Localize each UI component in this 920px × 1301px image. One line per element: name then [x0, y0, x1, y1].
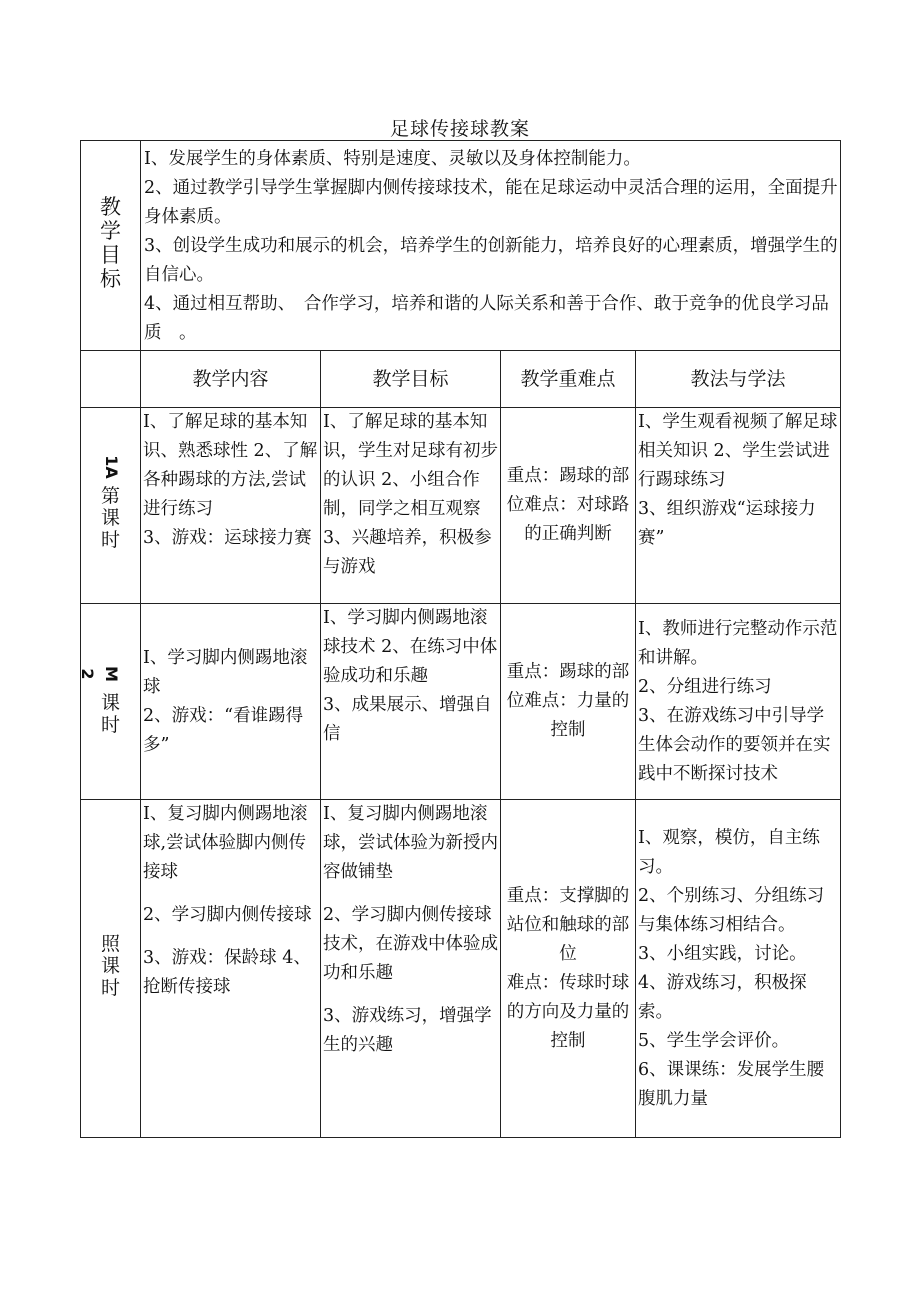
method-item: 3、在游戏练习中引导学生体会动作的要领并在实践中不断探讨技术: [638, 705, 831, 784]
lesson-difficulty: [501, 800, 636, 1138]
goal-item: I、发展学生的身体素质、特别是速度、灵敏以及身体控制能力。: [144, 149, 641, 169]
method-item: 2、个别练习、分组练习与集体练习相结合。: [638, 885, 825, 935]
header-difficulty: 教学重难点: [501, 351, 636, 408]
goals-text: [141, 141, 841, 351]
goal-item: 3、创设学生成功和展示的机会，培养学生的创新能力，培养良好的心理素质，增强学生的自信心。: [144, 236, 838, 285]
lesson-plan-table: [77, 140, 841, 1138]
lesson-method: [636, 604, 841, 800]
lesson-content: [141, 408, 321, 604]
lesson-label-char: 照: [100, 933, 120, 955]
lesson-label-char: 课: [100, 955, 120, 977]
objective-item: 3、成果展示、增强自信: [323, 695, 492, 744]
difficulty-item: 难点：传球时球的方向及力量的控制: [506, 972, 630, 1051]
method-item: I、学生观看视频了解足球相关知识 2、学生尝试进行踢球练习: [638, 412, 838, 490]
method-item: I、教师进行完整动作示范和讲解。: [638, 618, 838, 668]
goals-label-char: 目: [100, 243, 121, 267]
header-objective: 教学目标: [321, 351, 501, 408]
header-content: 教学内容: [141, 351, 321, 408]
difficulty-item: 重点：踢球的部位难点：对球路的正确判断: [506, 466, 630, 544]
content-item: 2、学习脚内侧传接球: [143, 905, 312, 925]
lesson-number: M2: [77, 666, 121, 682]
goal-item: 4、通过相互帮助、 合作学习，培养和谐的人际关系和善于合作、敢于竞争的优良学习品质 。: [144, 294, 829, 343]
method-item: 3、小组实践，讨论。: [638, 943, 807, 964]
lesson-objective: [321, 408, 501, 604]
lesson-label-char: 第: [100, 485, 120, 507]
lesson-difficulty: [501, 408, 636, 604]
lesson-number: 1A: [101, 455, 121, 479]
goals-label-char: 学: [100, 219, 121, 243]
lesson-content: [141, 604, 321, 800]
objective-item: I、了解足球的基本知识，学生对足球有初步的认识 2、小组合作制，同学之相互观察 3、兴趣培养，积极参与游戏: [323, 412, 498, 577]
goals-label-char: 教: [100, 195, 121, 219]
method-item: 3、组织游戏“运球接力赛”: [638, 499, 816, 548]
method-item: 6、课课练：发展学生腰腹肌力量: [638, 1059, 825, 1109]
lesson-content: [141, 800, 321, 1138]
method-item: 5、学生学会评价。: [638, 1030, 790, 1051]
lesson-label: [81, 800, 141, 1138]
content-item: 3、游戏：运球接力赛: [143, 528, 312, 548]
objective-item: I、复习脚内侧踢地滚球，尝试体验为新授内容做铺垫: [323, 804, 498, 882]
lesson-row: [81, 408, 841, 604]
method-item: 2、分组进行练习: [638, 676, 772, 697]
content-item: 3、游戏：保龄球 4、抢断传接球: [143, 948, 311, 997]
lesson-label-char: 时: [100, 714, 120, 736]
header-method: 教法与学法: [636, 351, 841, 408]
content-item: I、学习脚内侧踢地滚球: [143, 647, 308, 697]
lesson-label: [77, 604, 141, 800]
lesson-objective: [321, 604, 501, 800]
difficulty-item: 重点：支撑脚的站位和触球的部位: [506, 885, 630, 964]
method-item: 4、游戏练习，积极探索。: [638, 972, 807, 1022]
lesson-method: [636, 408, 841, 604]
lesson-row: [81, 604, 841, 800]
difficulty-item: 重点：踢球的部位难点：力量的控制: [506, 662, 630, 740]
objective-item: I、学习脚内侧踢地滚球技术 2、在练习中体验成功和乐趣: [323, 608, 498, 686]
method-item: I、观察，模仿，自主练习。: [638, 827, 820, 877]
content-item: 2、游戏：“看谁踢得多”: [143, 705, 304, 755]
lesson-label-char: 课: [100, 507, 120, 529]
objective-item: 2、学习脚内侧传接球技术，在游戏中体验成功和乐趣: [323, 905, 498, 983]
lesson-label-char: 时: [100, 529, 120, 551]
content-item: I、了解足球的基本知识、熟悉球性 2、了解各种踢球的方法,尝试进行练习: [143, 412, 318, 519]
content-item: I、复习脚内侧踢地滚球,尝试体验脚内侧传接球: [143, 804, 308, 882]
header-row: [81, 351, 841, 408]
lesson-label-char: 课: [100, 692, 120, 714]
goals-label: [81, 141, 141, 351]
lesson-difficulty: [501, 604, 636, 800]
lesson-label-char: 时: [100, 977, 120, 999]
lesson-label: [81, 408, 141, 604]
header-empty: [81, 351, 141, 408]
goal-item: 2、通过教学引导学生掌握脚内侧传接球技术，能在足球运动中灵活合理的运用，全面提升身体素质。: [144, 178, 838, 227]
goals-label-char: 标: [100, 267, 121, 291]
lesson-method: [636, 800, 841, 1138]
lesson-objective: [321, 800, 501, 1138]
objective-item: 3、游戏练习，增强学生的兴趣: [323, 1006, 492, 1055]
goals-row: [81, 141, 841, 351]
page-title: 足球传接球教案: [389, 118, 530, 140]
lesson-row: [81, 800, 841, 1138]
